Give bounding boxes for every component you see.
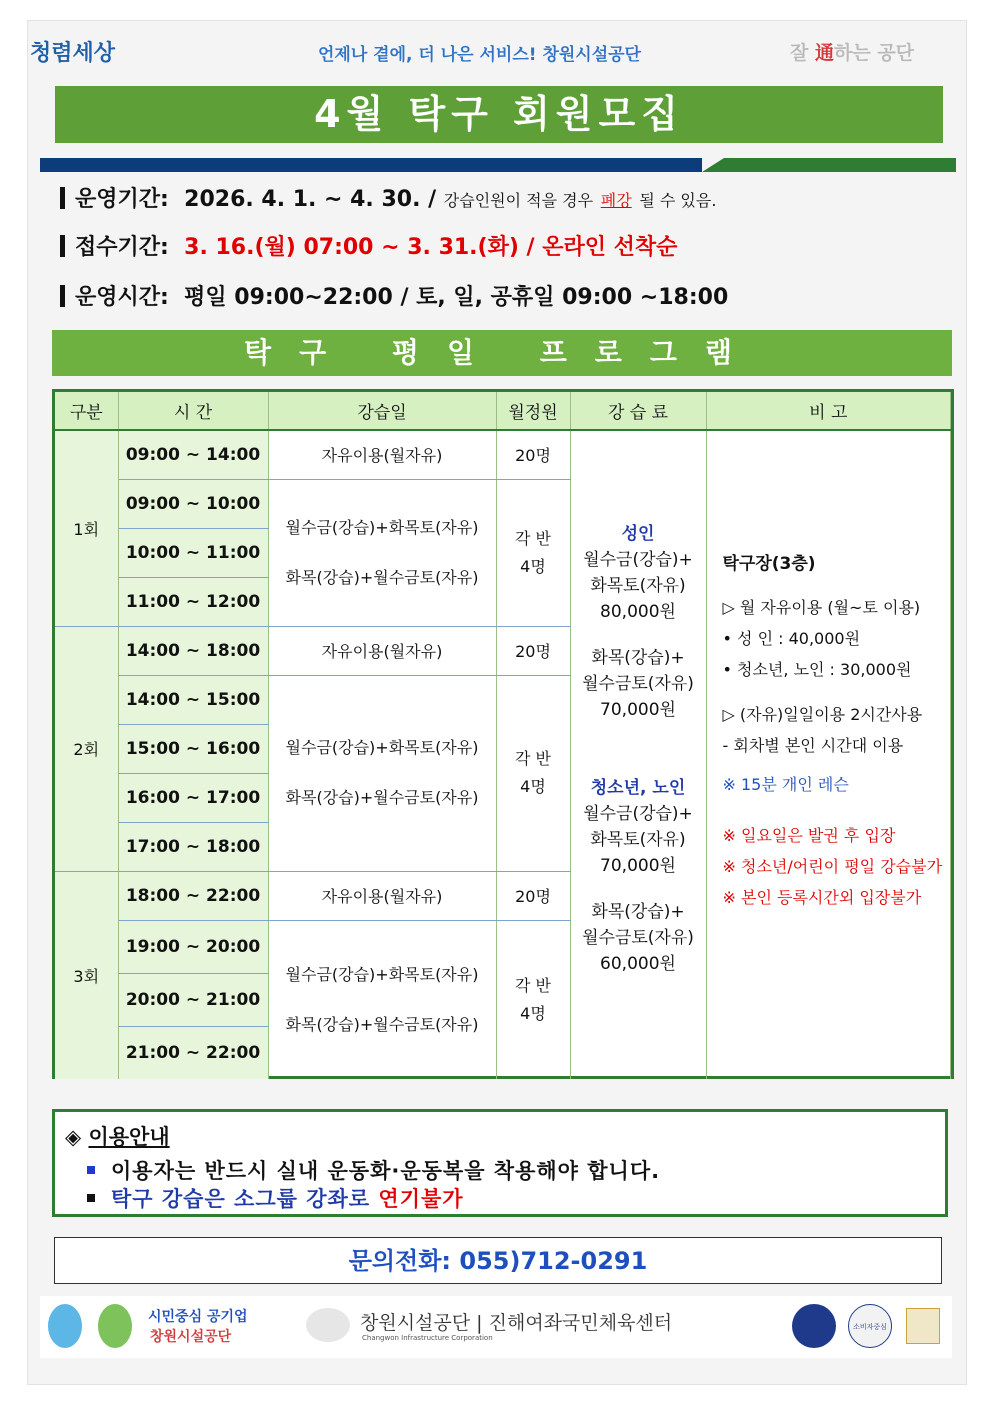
- capacity-cell: 20명: [496, 626, 570, 675]
- capacity-cell: 각 반 4명: [496, 920, 570, 1079]
- footer-org: 창원시설공단 | 진해여좌국민체육센터: [360, 1312, 673, 1334]
- fee-cell: 성인 월수금(강습)+ 화목토(자유) 80,000원 화목(강습)+ 월수금토(자유) 70,000원 청소년, 노인 월수금(강습)+ 화목토(자유) 70,000원 화목(강습)+ 월수금토(자유) 60,000원: [570, 430, 706, 1079]
- session-label: 1회: [55, 430, 118, 626]
- time-cell: 19:00 ~ 20:00: [118, 920, 268, 973]
- header-logo: 청렴세상: [30, 40, 116, 66]
- time-cell: 16:00 ~ 17:00: [118, 773, 268, 822]
- info-reception: 접수기간: 3. 16.(월) 07:00 ~ 3. 31.(화) / 온라인 선착순: [60, 230, 677, 261]
- day-cell: 월수금(강습)+화목토(자유) 화목(강습)+월수금토(자유): [268, 479, 496, 626]
- info-period: 운영기간: 2026. 4. 1. ~ 4. 30. / 강습인원이 적을 경우 폐강 될 수 있음.: [60, 182, 716, 213]
- usage-guide: [52, 1109, 948, 1217]
- header-fee: 강 습 료: [570, 392, 706, 430]
- header-days: 강습일: [268, 392, 496, 430]
- day-cell: 자유이용(월자유): [268, 430, 496, 479]
- time-cell: 21:00 ~ 22:00: [118, 1026, 268, 1079]
- header-capacity: 월정원: [496, 392, 570, 430]
- time-cell: 20:00 ~ 21:00: [118, 973, 268, 1026]
- mascot-green-icon: [98, 1304, 132, 1348]
- time-cell: 17:00 ~ 18:00: [118, 822, 268, 871]
- session-label: 3회: [55, 871, 118, 1079]
- session-label: 2회: [55, 626, 118, 871]
- time-cell: 14:00 ~ 15:00: [118, 675, 268, 724]
- page-title: 4월 탁구 회원모집: [55, 86, 943, 143]
- time-cell: 09:00 ~ 10:00: [118, 479, 268, 528]
- certification-badge-icon: [792, 1304, 836, 1348]
- divider-stripe: [40, 158, 956, 172]
- guide-line-2: 탁구 강습은 소그룹 강좌로 연기불가: [87, 1183, 464, 1213]
- program-title: 탁구 평일 프로그램: [52, 330, 952, 376]
- footer: [40, 1296, 952, 1358]
- capacity-cell: 20명: [496, 871, 570, 920]
- mascot-blue-icon: [48, 1304, 82, 1348]
- table-header-row: [55, 392, 951, 430]
- table-row: [55, 430, 951, 479]
- capacity-cell: 20명: [496, 430, 570, 479]
- corp-logo-icon: [306, 1308, 350, 1342]
- day-cell: 자유이용(월자유): [268, 626, 496, 675]
- contact-phone: 문의전화: 055)712-0291: [54, 1237, 942, 1284]
- footer-corp-name: 창원시설공단: [150, 1329, 232, 1345]
- time-cell: 14:00 ~ 18:00: [118, 626, 268, 675]
- header-category: 구분: [55, 392, 118, 430]
- footer-corp-tagline: 시민중심 공기업: [148, 1309, 248, 1325]
- capacity-cell: 각 반 4명: [496, 675, 570, 871]
- header-time: 시 간: [118, 392, 268, 430]
- award-badge-icon: [906, 1308, 940, 1344]
- capacity-cell: 각 반 4명: [496, 479, 570, 626]
- day-cell: 월수금(강습)+화목토(자유) 화목(강습)+월수금토(자유): [268, 675, 496, 871]
- time-cell: 11:00 ~ 12:00: [118, 577, 268, 626]
- guide-title: ◈ 이용안내: [65, 1125, 170, 1149]
- info-hours: 운영시간: 평일 09:00~22:00 / 토, 일, 공휴일 09:00 ~18:00: [60, 280, 728, 311]
- time-cell: 10:00 ~ 11:00: [118, 528, 268, 577]
- time-cell: 15:00 ~ 16:00: [118, 724, 268, 773]
- header-note: 비 고: [706, 392, 951, 430]
- time-cell: 09:00 ~ 14:00: [118, 430, 268, 479]
- consumer-badge-icon: 소비자중심: [848, 1304, 892, 1348]
- note-cell: 탁구장(3층) ▷ 월 자유이용 (월~토 이용) • 성 인 : 40,000원 • 청소년, 노인 : 30,000원 ▷ (자유)일일이용 2시간사용 - 회차별 본인 시간대 이용 ※ 15분 개인 레슨 ※ 일요일은 발권 후 입장 ※ 청소년/어린이 평일 강습불가 ※ 본인 등록시간외 입장불가: [706, 430, 951, 1079]
- day-cell: 월수금(강습)+화목토(자유) 화목(강습)+월수금토(자유): [268, 920, 496, 1079]
- header-motto: 잘 通하는 공단: [790, 42, 915, 64]
- header-slogan: 언제나 곁에, 더 나은 서비스! 창원시설공단: [318, 45, 641, 65]
- time-cell: 18:00 ~ 22:00: [118, 871, 268, 920]
- guide-line-1: 이용자는 반드시 실내 운동화·운동복을 착용해야 합니다.: [87, 1155, 660, 1185]
- day-cell: 자유이용(월자유): [268, 871, 496, 920]
- footer-org-en: Changwon Infrastructure Corporation: [362, 1334, 493, 1342]
- schedule-table: [52, 389, 954, 1079]
